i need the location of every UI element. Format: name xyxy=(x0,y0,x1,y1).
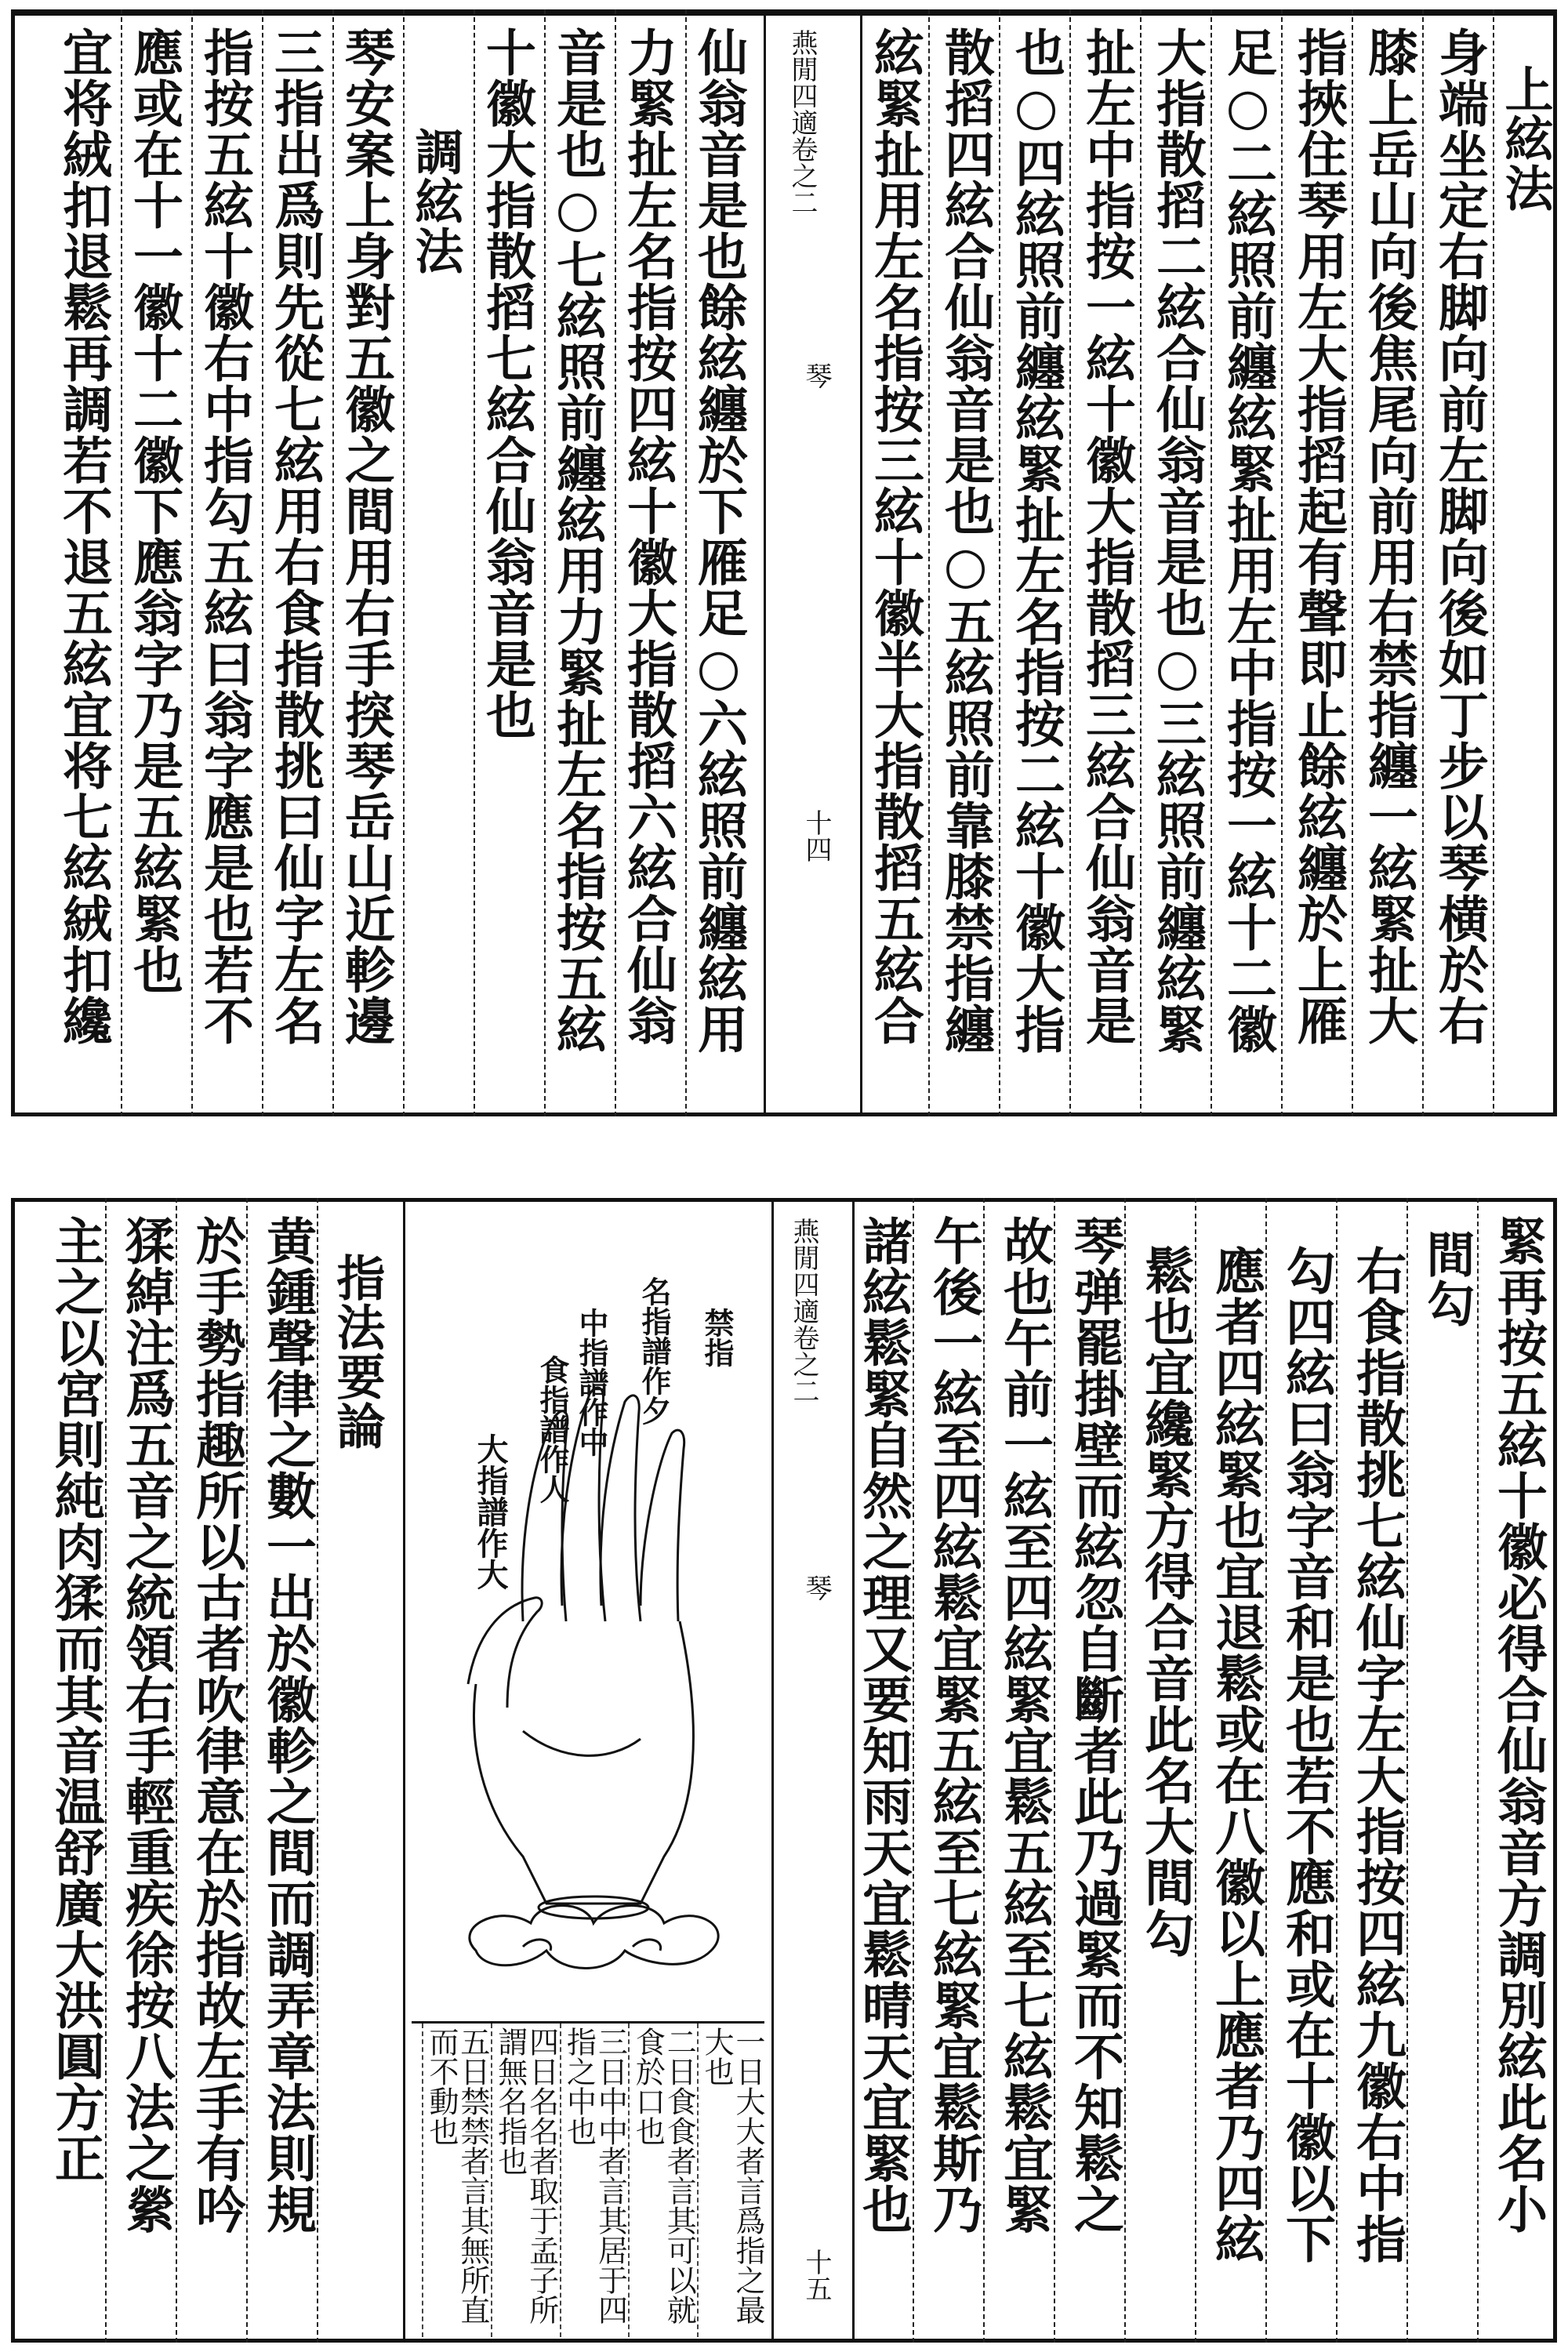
finger-little xyxy=(641,1430,684,1621)
column-divider xyxy=(176,1198,177,2343)
wrist-cuff xyxy=(539,1896,648,1918)
column-divider xyxy=(262,9,263,1116)
text-column: 扯左中指按一絃十徽大指散搯三絃合仙翁音是 xyxy=(1077,27,1136,1046)
label-little: 禁指 xyxy=(699,1308,735,1367)
column-divider xyxy=(1140,9,1142,1116)
text-column: 指挾住琴用左大指搯起有聲即止餘絃纏於上雁 xyxy=(1289,27,1348,1046)
text-column: 足○二絃照前纏絃緊扯用左中指按一絃十二徽 xyxy=(1218,27,1277,1054)
text-column: 也○四絃照前纏絃緊扯左名指按二絃十徽大指 xyxy=(1007,27,1065,1054)
text-column: 勾四絃曰翁字音和是也若不應和或在十徽以下 xyxy=(1277,1245,1336,2264)
text-column: 猱綽注爲五音之統領右手輕重疾徐按八法之縈 xyxy=(117,1215,176,2234)
text-column: 絃緊扯用左名指按三絃十徽半大指散搯五絃合 xyxy=(866,27,924,1046)
text-column: 膝上岳山向後焦尾向前用右禁指纏一絃緊扯大 xyxy=(1359,27,1418,1046)
rib-folio: 十四 xyxy=(800,809,832,862)
heading-xiao-jian-gou: 間勾 xyxy=(1418,1229,1475,1328)
palm xyxy=(474,1621,694,1904)
column-divider xyxy=(121,9,122,1116)
cloud-base xyxy=(470,1906,718,1969)
column-divider xyxy=(246,1198,248,2343)
text-column: 緊再按五絃十徽必得合仙翁音方調別絃此名小 xyxy=(1489,1215,1548,2234)
text-column: 鬆也宜纔緊方得合音此名大間勾 xyxy=(1136,1245,1195,1958)
palm-crease xyxy=(523,1731,641,1755)
finger-ring xyxy=(601,1396,641,1621)
column-divider xyxy=(1265,1198,1267,2343)
text-column: 宜将絨扣退鬆再調若不退五絃宜将七絃絨扣纔 xyxy=(54,27,113,1046)
column-divider xyxy=(1210,9,1212,1116)
column-divider xyxy=(1336,1198,1338,2343)
text-column: 仙翁音是也餘絃纏於下雁足○六絃照前纏絃用 xyxy=(689,27,748,1054)
text-column: 應者四絃緊也宜退鬆或在八徽以上應者乃四絃 xyxy=(1207,1245,1265,2264)
column-divider xyxy=(983,1198,985,2343)
text-column: 黄鍾聲律之數一出於徽軫之間而調弄章法則規 xyxy=(258,1215,317,2234)
page-top xyxy=(11,9,1557,1116)
text-column: 琴安案上身對五徽之間用右手揬琴岳山近軫邊 xyxy=(336,27,395,1046)
rib-title: 燕閒四適卷之二 xyxy=(788,1218,819,1404)
note-middle: 三日中中者言其居于四指之中也 xyxy=(560,2024,627,2337)
text-column: 右食指散挑七絃仙字左大指按四絃九徽右中指 xyxy=(1348,1245,1406,2264)
column-divider xyxy=(544,9,546,1116)
rib-title: 燕閒四適卷之二 xyxy=(786,29,818,216)
heading-tiao-xian-fa: 調絃法 xyxy=(407,127,464,275)
text-column: 音是也○七絃照前纏絃用力緊扯左名指按五絃 xyxy=(548,27,607,1054)
column-divider xyxy=(913,1198,914,2343)
column-divider xyxy=(105,1198,107,2343)
text-column: 大指散搯二絃合仙翁音是也○三絃照前纏絃緊 xyxy=(1148,27,1207,1054)
hand-drawing xyxy=(405,1198,774,2013)
text-column: 於手勢指趣所以古者吹律意在於指故左手有吟 xyxy=(187,1215,246,2234)
column-divider xyxy=(928,9,930,1116)
text-column: 散搯四絃合仙翁音是也○五絃照前靠膝禁指纏 xyxy=(936,27,995,1054)
label-index: 食指譜作人 xyxy=(535,1355,570,1504)
column-divider xyxy=(1422,9,1424,1116)
cloud-swirl xyxy=(633,1940,661,1951)
column-divider xyxy=(1054,1198,1055,2343)
finger-notes xyxy=(412,2021,764,2337)
text-column: 十徽大指散搯七絃合仙翁音是也 xyxy=(477,27,536,740)
column-divider xyxy=(191,9,193,1116)
text-column: 應或在十一徽十二徽下應翁字乃是五絃緊也 xyxy=(125,27,183,995)
note-thumb: 一日大大者言爲指之最大也 xyxy=(697,2024,764,2337)
column-divider xyxy=(685,9,687,1116)
note-ring: 四日名名者取于孟子所謂無名指也 xyxy=(491,2024,558,2337)
column-divider xyxy=(1406,1198,1408,2343)
column-divider xyxy=(332,9,334,1116)
center-rib xyxy=(771,1198,855,2343)
column-divider xyxy=(1124,1198,1126,2343)
label-ring: 名指譜作夕 xyxy=(637,1276,672,1425)
column-divider xyxy=(1281,9,1283,1116)
text-column: 指按五絃十徽右中指勾五絃曰翁字應是也若不 xyxy=(195,27,254,1046)
column-divider xyxy=(317,1198,318,2343)
text-column: 故也午前一絃至四絃緊宜鬆五絃至七絃鬆宜緊 xyxy=(995,1215,1054,2234)
heading-zhi-fa-yao-lun: 指法要論 xyxy=(328,1253,386,1450)
rib-folio: 十五 xyxy=(800,2249,832,2302)
label-thumb: 大指譜作大 xyxy=(472,1433,509,1590)
text-column: 午後一絃至四絃鬆宜緊五絃至七絃緊宜鬆斯乃 xyxy=(924,1215,983,2234)
page-bottom xyxy=(11,1198,1557,2343)
text-column: 力緊扯左名指按四絃十徽大指散搯六絃合仙翁 xyxy=(619,27,677,1046)
rib-section: 琴 xyxy=(800,1574,832,1601)
text-column: 琴弹罷掛壁而絃忽自斷者此乃過緊而不知鬆之 xyxy=(1065,1215,1124,2234)
label-middle: 中指譜作中 xyxy=(574,1308,609,1457)
note-index: 二日食食者言其可以就食於口也 xyxy=(628,2024,695,2337)
text-column: 三指出爲則先從七絃用右食指散挑曰仙字左名 xyxy=(266,27,325,1046)
heading-shang-xian-fa: 上絃法 xyxy=(1497,64,1554,212)
column-divider xyxy=(1493,9,1494,1116)
hand-illustration-panel xyxy=(403,1198,774,2343)
text-column: 身端坐定右脚向前左脚向後如丁步以琴横於右 xyxy=(1430,27,1489,1046)
text-column: 主之以宮則純肉猱而其音温舒廣大洪圓方正 xyxy=(46,1215,105,2183)
column-divider xyxy=(615,9,616,1116)
column-divider xyxy=(1352,9,1353,1116)
column-divider xyxy=(403,9,405,1116)
text-column: 諸絃鬆緊自然之理又要知雨天宜鬆晴天宜緊也 xyxy=(854,1215,913,2234)
column-divider xyxy=(474,9,475,1116)
rib-section: 琴 xyxy=(800,362,832,389)
column-divider xyxy=(999,9,1000,1116)
finger-thumb xyxy=(468,1598,542,1708)
column-divider xyxy=(1195,1198,1196,2343)
center-rib xyxy=(764,9,862,1116)
column-divider xyxy=(1069,9,1071,1116)
note-little: 五日禁禁者言其無所直而不動也 xyxy=(422,2024,489,2337)
column-divider xyxy=(1477,1198,1479,2343)
